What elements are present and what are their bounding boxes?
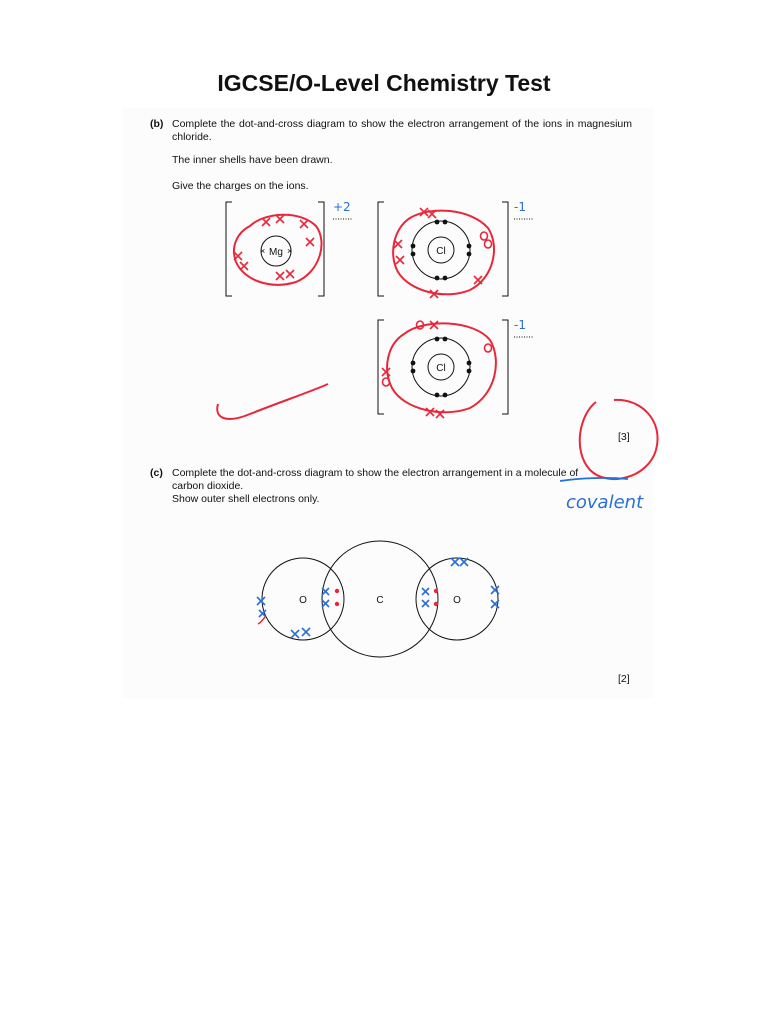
mg-cross-right: ×: [287, 246, 293, 256]
mg-charge: +2: [333, 200, 351, 214]
o-right-symbol: O: [453, 595, 461, 606]
mg-bracket-left: [226, 202, 232, 296]
c-symbol: C: [376, 595, 384, 606]
cl-ion-top-diagram: [378, 200, 534, 298]
mg-symbol: Mg: [269, 247, 283, 258]
cl-top-red-dots: [481, 232, 492, 248]
part-b-charges-instruction: Give the charges on the ions.: [172, 180, 309, 192]
part-b-inner-shells: The inner shells have been drawn.: [172, 154, 333, 166]
red-circle-marks: [580, 400, 658, 479]
part-c-marks: [2]: [618, 673, 630, 685]
o-left-symbol: O: [299, 595, 307, 606]
cl-bottom-charge: -1: [514, 318, 526, 332]
part-c-question-line3: Show outer shell electrons only.: [172, 493, 320, 505]
cl-top-charge: -1: [514, 200, 526, 214]
cl-top-symbol: Cl: [436, 246, 446, 257]
page-title: IGCSE/O-Level Chemistry Test: [217, 70, 551, 96]
cl-bottom-red-dots: [383, 321, 492, 386]
part-c-question-line2: carbon dioxide.: [172, 480, 244, 492]
part-b-question: Complete the dot-and-cross diagram to show the electron arrangement of the ions in magnesium chloride.: [172, 118, 632, 143]
part-c-label: (c): [150, 467, 163, 479]
red-stray-stroke: [217, 384, 328, 419]
part-b-label: (b): [150, 118, 164, 130]
mg-cross-left: ×: [260, 246, 266, 256]
part-b-marks: [3]: [618, 431, 630, 443]
mg-ion-diagram: [226, 200, 353, 296]
cl-ion-bottom-diagram: [378, 318, 534, 418]
co2-diagram: [257, 541, 499, 657]
cl-bottom-symbol: Cl: [436, 363, 446, 374]
covalent-annotation: covalent: [566, 492, 644, 513]
co2-red-dots: [335, 589, 438, 606]
part-c-question-line1: Complete the dot-and-cross diagram to show the electron arrangement in a molecule of: [172, 467, 579, 479]
